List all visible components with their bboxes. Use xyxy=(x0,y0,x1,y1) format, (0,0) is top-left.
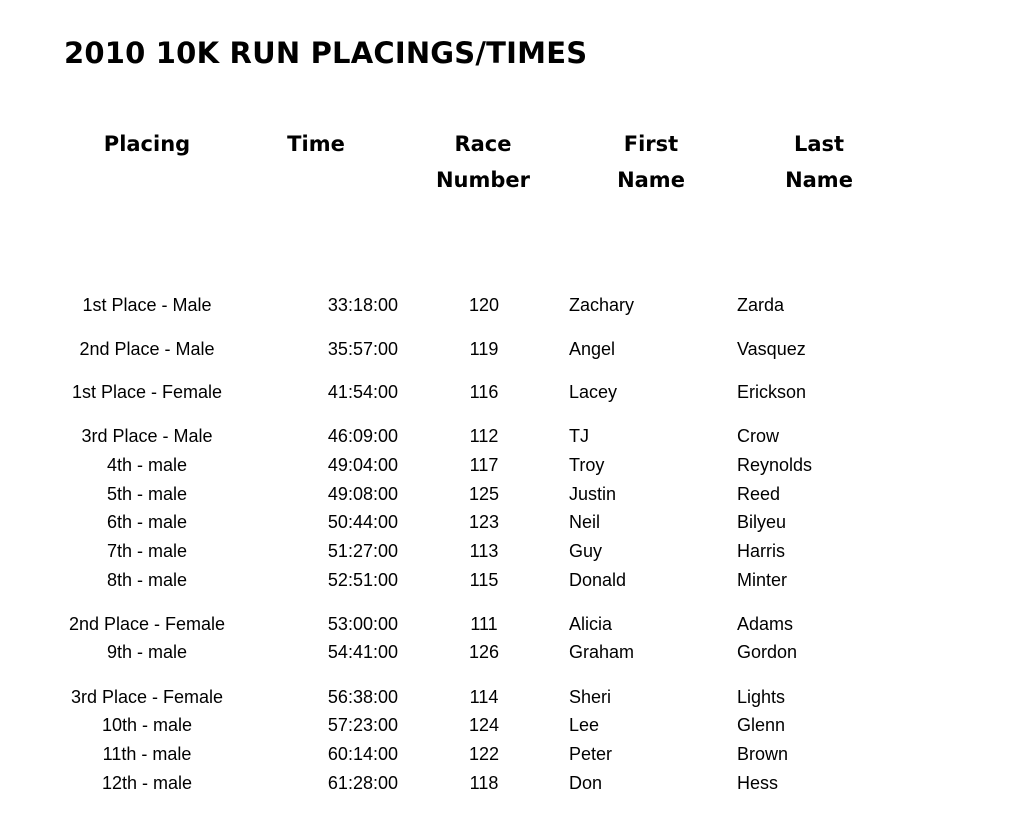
race-number-cell: 119 xyxy=(469,339,499,359)
placing-cell: 2nd Place - Male xyxy=(79,339,215,359)
placing-cell: 4th - male xyxy=(106,455,188,475)
race-number-cell: 113 xyxy=(469,541,499,561)
placing-cell: 6th - male xyxy=(106,512,188,532)
placing-cell: 3rd Place - Male xyxy=(81,426,213,446)
first-name-cell: Lacey xyxy=(569,382,618,402)
placing-cell: 1st Place - Female xyxy=(71,382,223,402)
last-name-cell: Zarda xyxy=(737,295,785,315)
time-cell: 54:41:00 xyxy=(327,642,398,662)
table-row xyxy=(0,611,1024,637)
time-cell: 41:54:00 xyxy=(327,382,398,402)
header-first-name xyxy=(566,126,736,198)
placing-cell: 7th - male xyxy=(106,541,188,561)
last-name-cell: Reynolds xyxy=(737,455,813,475)
first-name-cell: Angel xyxy=(569,339,616,359)
placing-cell: 10th - male xyxy=(101,715,193,735)
last-name-cell: Crow xyxy=(737,426,780,446)
table-row xyxy=(0,567,1024,593)
time-cell: 57:23:00 xyxy=(327,715,398,735)
first-name-cell: Sheri xyxy=(569,687,612,707)
time-cell: 52:51:00 xyxy=(327,570,398,590)
last-name-cell: Hess xyxy=(737,773,779,793)
table-row xyxy=(0,712,1024,738)
table-row xyxy=(0,538,1024,564)
header-race-line1: Race xyxy=(454,132,512,156)
time-cell: 46:09:00 xyxy=(327,426,398,446)
time-cell: 53:00:00 xyxy=(327,614,398,634)
time-cell: 56:38:00 xyxy=(327,687,398,707)
race-number-cell: 117 xyxy=(469,455,499,475)
table-header xyxy=(0,126,1024,206)
table-row xyxy=(0,684,1024,710)
placing-cell: 8th - male xyxy=(106,570,188,590)
first-name-cell: Zachary xyxy=(569,295,635,315)
table-row xyxy=(0,741,1024,767)
first-name-cell: Donald xyxy=(569,570,627,590)
placing-cell: 9th - male xyxy=(106,642,188,662)
header-race-number xyxy=(398,126,568,198)
placing-cell: 1st Place - Male xyxy=(82,295,212,315)
race-number-cell: 126 xyxy=(468,642,500,662)
race-number-cell: 125 xyxy=(468,484,500,504)
header-last-line1: Last xyxy=(793,132,845,156)
first-name-cell: TJ xyxy=(569,426,589,446)
header-first-line1: First xyxy=(623,132,679,156)
first-name-cell: Neil xyxy=(569,512,601,532)
placing-cell: 3rd Place - Female xyxy=(70,687,224,707)
first-name-cell: Peter xyxy=(569,744,613,764)
header-last-line2: Name xyxy=(785,168,853,192)
placing-cell: 2nd Place - Female xyxy=(68,614,226,634)
race-number-cell: 118 xyxy=(469,773,499,793)
last-name-cell: Bilyeu xyxy=(737,512,787,532)
time-cell: 49:04:00 xyxy=(327,455,398,475)
table-row xyxy=(0,423,1024,449)
first-name-cell: Lee xyxy=(569,715,600,735)
last-name-cell: Adams xyxy=(737,614,794,634)
time-cell: 51:27:00 xyxy=(327,541,398,561)
last-name-cell: Harris xyxy=(737,541,785,561)
first-name-cell: Guy xyxy=(569,541,603,561)
last-name-cell: Reed xyxy=(737,484,781,504)
header-time-label: Time xyxy=(287,132,345,156)
race-number-cell: 122 xyxy=(468,744,500,764)
header-race-line2: Number xyxy=(435,168,531,192)
time-cell: 61:28:00 xyxy=(327,773,398,793)
last-name-cell: Lights xyxy=(737,687,786,707)
time-cell: 49:08:00 xyxy=(327,484,398,504)
race-number-cell: 124 xyxy=(468,715,500,735)
table-row xyxy=(0,336,1024,362)
time-cell: 33:18:00 xyxy=(327,295,398,315)
header-last-name xyxy=(734,126,904,198)
last-name-cell: Vasquez xyxy=(737,339,806,359)
time-cell: 50:44:00 xyxy=(327,512,398,532)
table-row xyxy=(0,770,1024,796)
table-row xyxy=(0,452,1024,478)
race-number-cell: 114 xyxy=(469,687,499,707)
header-first-line2: Name xyxy=(617,168,685,192)
time-cell: 60:14:00 xyxy=(327,744,398,764)
table-row xyxy=(0,509,1024,535)
table-row xyxy=(0,292,1024,318)
first-name-cell: Graham xyxy=(569,642,635,662)
last-name-cell: Erickson xyxy=(737,382,807,402)
race-number-cell: 120 xyxy=(468,295,500,315)
race-number-cell: 116 xyxy=(469,382,499,402)
last-name-cell: Glenn xyxy=(737,715,786,735)
header-placing xyxy=(62,126,232,162)
placing-cell: 5th - male xyxy=(106,484,188,504)
placing-cell: 12th - male xyxy=(101,773,193,793)
last-name-cell: Brown xyxy=(737,744,789,764)
race-number-cell: 123 xyxy=(468,512,500,532)
first-name-cell: Don xyxy=(569,773,603,793)
first-name-cell: Justin xyxy=(569,484,617,504)
page-title: 2010 10K RUN PLACINGS/TIMES xyxy=(64,36,588,70)
table-row xyxy=(0,481,1024,507)
race-number-cell: 115 xyxy=(469,570,499,590)
table-row xyxy=(0,639,1024,665)
last-name-cell: Minter xyxy=(737,570,788,590)
first-name-cell: Alicia xyxy=(569,614,613,634)
race-number-cell: 112 xyxy=(469,426,499,446)
time-cell: 35:57:00 xyxy=(327,339,398,359)
race-number-cell: 111 xyxy=(470,614,498,634)
placing-cell: 11th - male xyxy=(102,744,192,764)
table-row xyxy=(0,379,1024,405)
first-name-cell: Troy xyxy=(569,455,605,475)
header-placing-label: Placing xyxy=(103,132,191,156)
last-name-cell: Gordon xyxy=(737,642,798,662)
header-time xyxy=(231,126,401,162)
